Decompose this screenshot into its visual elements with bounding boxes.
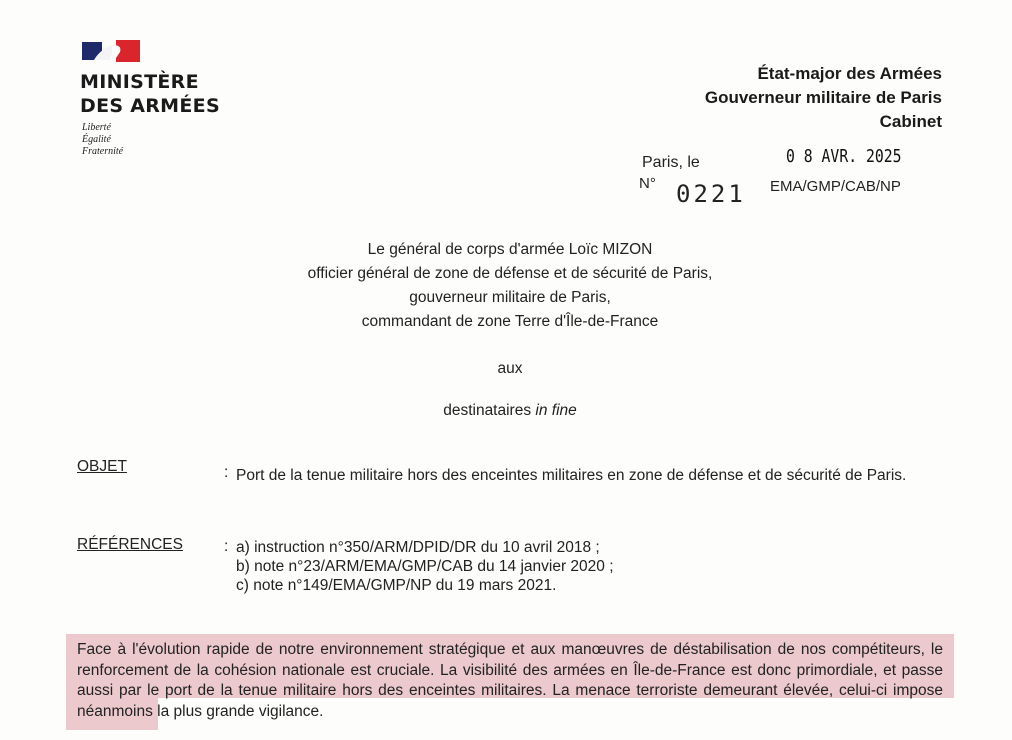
issuing-office-line1: État-major des Armées [757, 64, 942, 83]
issuing-office-line2: Gouverneur militaire de Paris [704, 88, 942, 107]
issuing-office-line3: Cabinet [879, 112, 942, 131]
references-label: RÉFÉRENCES [77, 536, 183, 553]
republic-motto [82, 122, 123, 158]
motto-egalite: Égalité [82, 134, 111, 145]
reference-item-c: c) note n°149/EMA/GMP/NP du 19 mars 2021. [236, 577, 557, 594]
document-number: 0221 [676, 180, 746, 208]
ministry-name [80, 70, 220, 118]
date-stamp: 0 8 AVR. 2025 [786, 146, 902, 167]
sender-line1: Le général de corps d'armée Loïc MIZON [367, 241, 653, 258]
recipients-aux: aux [497, 360, 523, 377]
recipients-destinataires: destinataires [443, 402, 536, 419]
sender-line4: commandant de zone Terre d'Île-de-France [361, 313, 659, 330]
objet-label: OBJET [77, 458, 127, 475]
reference-item-b: b) note n°23/ARM/EMA/GMP/CAB du 14 janvier 2020 ; [236, 558, 614, 575]
issuing-office [705, 62, 942, 134]
number-label: N° [639, 175, 656, 192]
objet-text: Port de la tenue militaire hors des enceintes militaires en zone de défense et de sécurité de Paris. [236, 467, 907, 484]
motto-liberte: Liberté [82, 122, 111, 133]
body-paragraph [77, 640, 943, 722]
ministry-name-line1: MINISTÈRE [80, 71, 199, 93]
references-colon: : [224, 538, 229, 555]
body-highlighted-text: Face à l'évolution rapide de notre environnement stratégique et aux manœuvres de déstabilisation de nos compétiteurs, le renforcement de la cohésion nationale est cruciale. La visibilité des armées en Île-de-France est donc primordiale, et passe aussi par le port de la tenue militaire hors des enceintes militaires. [77, 641, 943, 699]
recipients-line [180, 402, 840, 420]
recipients-in-fine: in fine [535, 402, 577, 419]
reference-code: EMA/GMP/CAB/NP [770, 178, 901, 195]
sender-line3: gouverneur militaire de Paris, [409, 289, 611, 306]
body-plain-text: La menace terroriste demeurant élevée, celui-ci impose néanmoins la plus grande vigilance. [77, 682, 943, 720]
motto-fraternite: Fraternité [82, 146, 124, 157]
reference-item-a: a) instruction n°350/ARM/DPID/DR du 10 avril 2018 ; [236, 539, 600, 556]
sender-line2: officier général de zone de défense et de sécurité de Paris, [307, 265, 713, 282]
sender-block [180, 238, 840, 334]
objet-colon: : [224, 464, 229, 481]
marianne-flag-logo [82, 40, 142, 62]
place-label: Paris, le [642, 154, 700, 171]
ministry-name-line2: DES ARMÉES [80, 95, 220, 117]
references-list [236, 538, 614, 595]
